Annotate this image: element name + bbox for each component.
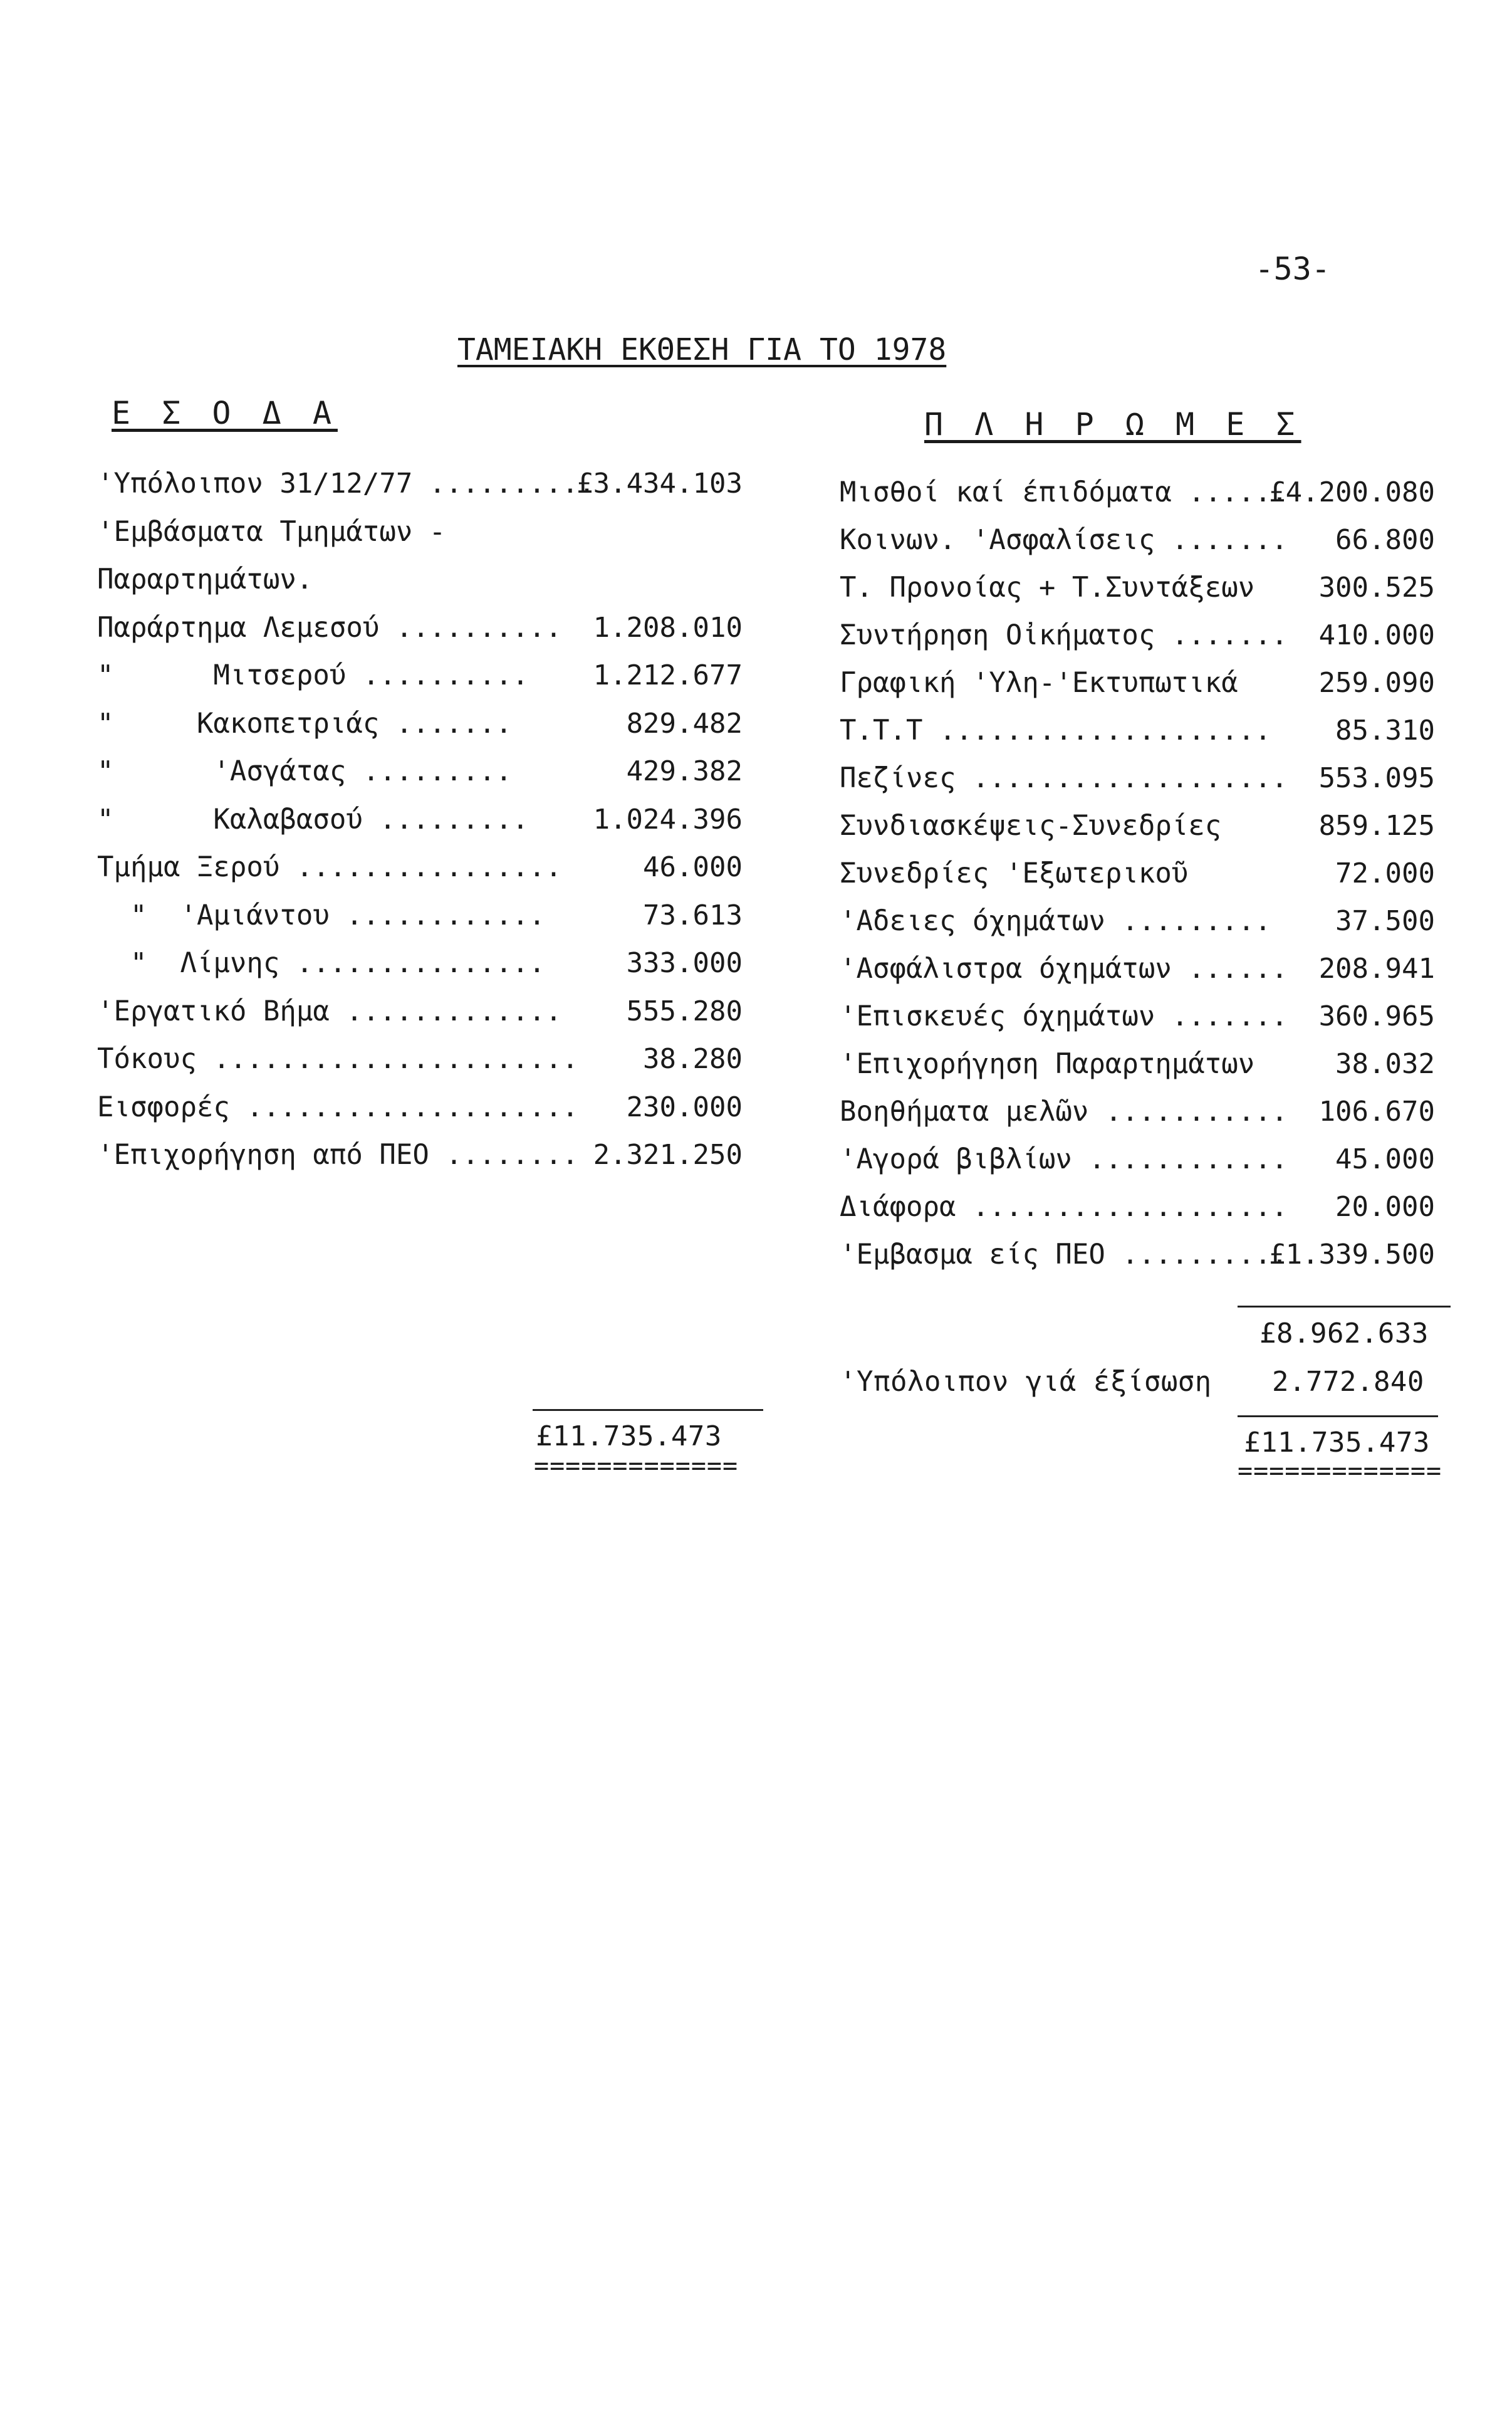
- ledger-row: [840, 903, 1435, 940]
- row-label: Συνδιασκέψεις-Συνεδρίες: [840, 810, 1222, 842]
- row-amount: 38.032: [1335, 1048, 1435, 1080]
- ledger-row: [840, 1046, 1435, 1083]
- row-amount: 208.941: [1318, 953, 1435, 985]
- row-amount: £3.434.103: [576, 468, 743, 500]
- ledger-row: [840, 760, 1435, 797]
- row-amount: £1.339.500: [1269, 1239, 1435, 1271]
- ledger-row: [97, 465, 743, 503]
- ledger-row: [97, 753, 743, 790]
- ledger-row: [97, 993, 743, 1030]
- ledger-row: [97, 897, 743, 935]
- income-heading: Ε Σ Ο Δ Α: [112, 395, 338, 431]
- row-label: " Κακοπετριάς .......: [97, 707, 513, 740]
- ledger-row: [97, 1089, 743, 1126]
- ledger-row: [97, 945, 743, 982]
- row-label: 'Αγορά βιβλίων ............: [840, 1143, 1288, 1175]
- row-amount: 1.208.010: [593, 611, 743, 644]
- row-label: Διάφορα ...................: [840, 1191, 1288, 1223]
- ledger-row: [97, 849, 743, 886]
- row-label: Τόκους ......................: [97, 1043, 579, 1075]
- row-amount: 46.000: [643, 851, 743, 883]
- balance-amount: 2.772.840: [1272, 1366, 1424, 1398]
- row-amount: 429.382: [626, 755, 743, 787]
- income-total-rule: [533, 1409, 763, 1411]
- row-label: Παραρτημάτων.: [97, 563, 313, 595]
- ledger-row: [840, 1093, 1435, 1131]
- payments-total: £11.735.473: [1244, 1427, 1430, 1459]
- row-label: Συντήρηση Οἰκήματος .......: [840, 619, 1288, 651]
- ledger-row: [97, 657, 743, 694]
- row-label: " 'Ασγάτας .........: [97, 755, 513, 787]
- row-amount: 73.613: [643, 899, 743, 931]
- row-amount: 2.321.250: [593, 1139, 743, 1171]
- row-amount: 66.800: [1335, 524, 1435, 556]
- row-amount: 1.024.396: [593, 803, 743, 836]
- ledger-row: [840, 474, 1435, 511]
- row-label: Συνεδρίες 'Εξωτερικοῦ: [840, 857, 1189, 889]
- ledger-row: [840, 569, 1435, 607]
- row-amount: 300.525: [1318, 572, 1435, 604]
- row-label: 'Επιχορήγηση από ΠΕΟ ........: [97, 1139, 579, 1171]
- ledger-row: [97, 705, 743, 743]
- income-total: £11.735.473: [536, 1420, 722, 1452]
- row-label: " Λίμνης ...............: [97, 947, 546, 979]
- payments-subtotal-rule: [1238, 1306, 1451, 1308]
- row-label: Γραφική 'Υλη-'Εκτυπωτικά: [840, 667, 1238, 699]
- ledger-row: [97, 561, 743, 599]
- row-amount: 106.670: [1318, 1096, 1435, 1128]
- payments-total-rule: [1238, 1415, 1438, 1417]
- row-amount: 829.482: [626, 707, 743, 740]
- row-label: 'Υπόλοιπον 31/12/77 ..........: [97, 468, 595, 500]
- row-amount: 72.000: [1335, 857, 1435, 889]
- ledger-row: [840, 522, 1435, 559]
- balance-label: 'Υπόλοιπον γιά έξίσωση: [840, 1366, 1212, 1398]
- row-amount: £4.200.080: [1269, 476, 1435, 508]
- row-amount: 333.000: [626, 947, 743, 979]
- row-label: Τμήμα Ξερού ................: [97, 851, 562, 883]
- ledger-row: [840, 998, 1435, 1035]
- ledger-row: [840, 664, 1435, 702]
- row-label: 'Αδειες όχημάτων .........: [840, 905, 1271, 937]
- row-label: 'Εργατικό Βήμα .............: [97, 995, 562, 1027]
- ledger-row: [840, 1141, 1435, 1178]
- payments-double-rule: =============: [1238, 1457, 1442, 1486]
- row-amount: 555.280: [626, 995, 743, 1027]
- row-label: 'Εμβασμα είς ΠΕΟ ..........: [840, 1239, 1288, 1271]
- row-amount: 859.125: [1318, 810, 1435, 842]
- ledger-row: [97, 1040, 743, 1078]
- row-label: Κοινων. 'Ασφαλίσεις .......: [840, 524, 1288, 556]
- row-label: Τ.Τ.Τ ....................: [840, 715, 1271, 747]
- ledger-row: [97, 609, 743, 647]
- row-label: " Καλαβασού .........: [97, 803, 529, 836]
- row-amount: 37.500: [1335, 905, 1435, 937]
- row-label: " 'Αμιάντου ............: [97, 899, 546, 931]
- ledger-row: [840, 1188, 1435, 1226]
- ledger-row: [840, 712, 1435, 750]
- row-amount: 360.965: [1318, 1000, 1435, 1032]
- payments-subtotal: £8.962.633: [1259, 1318, 1429, 1350]
- row-label: Τ. Προνοίας + Τ.Συντάξεων: [840, 572, 1255, 604]
- row-label: 'Επισκευές όχημάτων .......: [840, 1000, 1288, 1032]
- row-label: 'Ασφάλιστρα όχημάτων ......: [840, 953, 1288, 985]
- row-amount: 38.280: [643, 1043, 743, 1075]
- ledger-row: [840, 807, 1435, 845]
- row-label: Πεζίνες ...................: [840, 762, 1288, 794]
- ledger-row: [97, 1136, 743, 1174]
- row-amount: 20.000: [1335, 1191, 1435, 1223]
- ledger-row: [840, 1236, 1435, 1274]
- row-label: Μισθοί καί έπιδόματα ......: [840, 476, 1288, 508]
- report-title: ΤΑΜΕΙΑΚΗ ΕΚΘΕΣΗ ΓΙΑ ΤΟ 1978: [457, 332, 947, 367]
- row-label: Βοηθήματα μελῶν ...........: [840, 1096, 1288, 1128]
- row-label: " Μιτσερού ..........: [97, 659, 529, 691]
- ledger-row: [840, 855, 1435, 893]
- row-amount: 85.310: [1335, 715, 1435, 747]
- row-amount: 553.095: [1318, 762, 1435, 794]
- row-amount: 230.000: [626, 1091, 743, 1123]
- ledger-row: [97, 513, 743, 551]
- row-label: Εισφορές ....................: [97, 1091, 579, 1123]
- row-amount: 1.212.677: [593, 659, 743, 691]
- ledger-row: [840, 950, 1435, 988]
- row-amount: 410.000: [1318, 619, 1435, 651]
- ledger-row: [97, 801, 743, 839]
- income-double-rule: =============: [534, 1452, 739, 1481]
- payments-heading: Π Λ Η Ρ Ω Μ Ε Σ: [924, 406, 1301, 443]
- row-label: 'Εμβάσματα Τμημάτων -: [97, 515, 446, 548]
- ledger-row: [840, 617, 1435, 654]
- row-amount: 259.090: [1318, 667, 1435, 699]
- row-amount: 45.000: [1335, 1143, 1435, 1175]
- row-label: 'Επιχορήγηση Παραρτημάτων: [840, 1048, 1255, 1080]
- page-number: -53-: [1254, 251, 1330, 287]
- row-label: Παράρτημα Λεμεσού ..........: [97, 611, 562, 644]
